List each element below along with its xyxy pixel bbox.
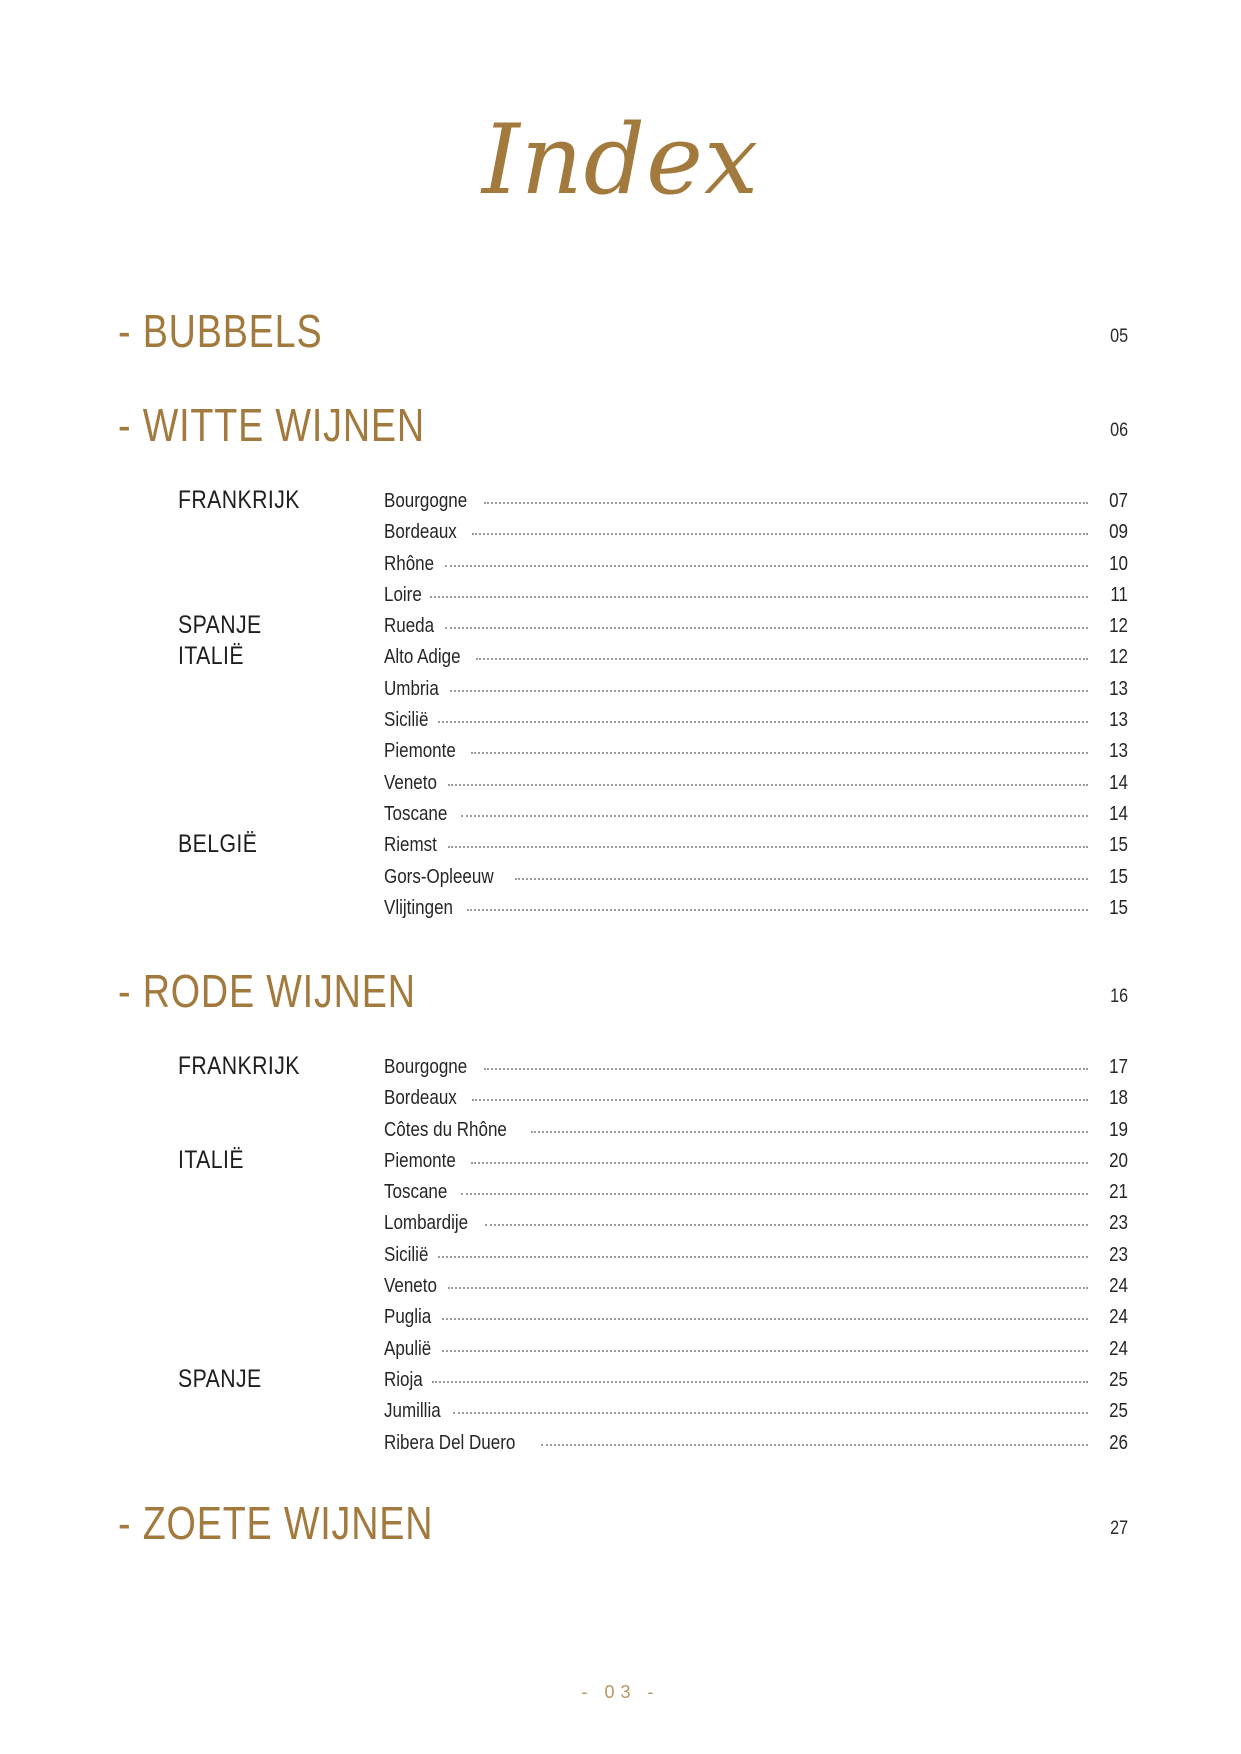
- entry-page-number: 13: [1109, 740, 1128, 763]
- entry-line: [384, 1306, 1128, 1329]
- section-title: [118, 1497, 434, 1549]
- entry-page-number: 17: [1109, 1056, 1128, 1078]
- dot-leader: [461, 1193, 1089, 1195]
- section: [118, 399, 1128, 928]
- region-label: Lombardije: [384, 1212, 469, 1235]
- entry-line: [384, 803, 1128, 826]
- region-label: Umbria: [384, 677, 439, 700]
- list-item[interactable]: [118, 611, 1128, 646]
- entry-page-number: 21: [1109, 1181, 1128, 1204]
- dot-leader: [448, 1287, 1088, 1289]
- region-label: Alto Adige: [384, 646, 461, 669]
- list-item[interactable]: [118, 772, 1128, 803]
- section-header[interactable]: [118, 1497, 1128, 1560]
- list-item[interactable]: [118, 1087, 1128, 1118]
- section-name: RODE WIJNEN: [142, 965, 416, 1017]
- entry-list: [118, 486, 1128, 928]
- entry-page-number: 23: [1109, 1243, 1128, 1266]
- region-label: Apulië: [384, 1337, 432, 1360]
- list-item[interactable]: [118, 1275, 1128, 1306]
- list-item[interactable]: [118, 521, 1128, 552]
- dot-leader: [531, 1131, 1088, 1133]
- list-item[interactable]: [118, 740, 1128, 771]
- list-item[interactable]: [118, 1181, 1128, 1212]
- entry-page-number: 14: [1109, 771, 1128, 794]
- entry-line: [384, 740, 1128, 763]
- list-item[interactable]: [118, 709, 1128, 740]
- region-label: Vlijtingen: [384, 896, 453, 919]
- entry-line: [384, 646, 1128, 669]
- entry-page-number: 07: [1109, 490, 1128, 512]
- dot-leader: [438, 1256, 1088, 1258]
- dot-leader: [461, 815, 1089, 817]
- section: [118, 965, 1128, 1463]
- country-label: FRANKRIJK: [178, 1052, 300, 1080]
- entry-line: [384, 1119, 1128, 1142]
- section-page-number: 06: [1110, 420, 1128, 441]
- section: [118, 305, 1128, 368]
- dot-leader: [453, 1412, 1088, 1414]
- entry-page-number: 12: [1109, 646, 1128, 669]
- list-item[interactable]: [118, 584, 1128, 615]
- section-name: BUBBELS: [142, 305, 323, 357]
- region-label: Toscane: [384, 1181, 448, 1204]
- dot-leader: [445, 565, 1088, 567]
- section-name: ZOETE WIJNEN: [142, 1497, 434, 1549]
- country-label: ITALIË: [178, 1145, 244, 1174]
- list-item[interactable]: [118, 897, 1128, 928]
- entry-page-number: 18: [1109, 1087, 1128, 1110]
- region-label: Riemst: [384, 834, 437, 857]
- entry-line: [384, 709, 1128, 732]
- region-label: Bordeaux: [384, 1087, 457, 1110]
- entry-page-number: 13: [1109, 709, 1128, 732]
- entry-page-number: 10: [1109, 552, 1128, 575]
- list-item[interactable]: [118, 1364, 1128, 1400]
- dot-leader: [442, 1350, 1088, 1352]
- dot-leader: [448, 784, 1088, 786]
- region-label: Puglia: [384, 1306, 432, 1329]
- country-label: SPANJE: [178, 1364, 262, 1393]
- region-label: Gors-Opleeuw: [384, 865, 494, 888]
- entry-page-number: 15: [1109, 896, 1128, 919]
- country-label: SPANJE: [178, 611, 262, 640]
- entry-line: [384, 1212, 1128, 1235]
- section-title: [118, 965, 416, 1017]
- entry-line: [384, 490, 1128, 513]
- entry-line: [384, 678, 1128, 701]
- list-item[interactable]: [118, 486, 1128, 521]
- dot-leader: [484, 502, 1088, 504]
- entry-line: [384, 1056, 1128, 1079]
- entry-page-number: 15: [1109, 834, 1128, 857]
- list-item[interactable]: [118, 803, 1128, 834]
- entry-page-number: 24: [1109, 1275, 1128, 1298]
- region-label: Bordeaux: [384, 521, 457, 544]
- country-label: BELGIË: [178, 830, 258, 859]
- dot-leader: [485, 1224, 1088, 1226]
- list-item[interactable]: [118, 1338, 1128, 1369]
- entry-page-number: 11: [1110, 583, 1128, 606]
- list-item[interactable]: [118, 830, 1128, 865]
- entry-page-number: 26: [1109, 1431, 1128, 1454]
- entry-page-number: 24: [1109, 1306, 1128, 1329]
- region-label: Rhône: [384, 552, 435, 575]
- entry-line: [384, 1181, 1128, 1204]
- section-dash: -: [118, 399, 132, 451]
- section-dash: -: [118, 965, 132, 1017]
- entry-line: [384, 866, 1128, 889]
- region-label: Sicilië: [384, 1243, 429, 1266]
- entry-line: [384, 1150, 1128, 1173]
- entry-line: [384, 615, 1128, 638]
- list-item[interactable]: [118, 1052, 1128, 1087]
- list-item[interactable]: [118, 1145, 1128, 1181]
- list-item[interactable]: [118, 1432, 1128, 1463]
- section-header[interactable]: [118, 305, 1128, 368]
- section: [118, 1497, 1128, 1560]
- entry-page-number: 13: [1109, 677, 1128, 700]
- entry-line: [384, 1087, 1128, 1110]
- entry-line: [384, 772, 1128, 795]
- region-label: Loire: [384, 583, 422, 606]
- dot-leader: [472, 533, 1088, 535]
- section-page-number: 16: [1110, 986, 1128, 1007]
- region-label: Piemonte: [384, 740, 456, 763]
- entry-line: [384, 1432, 1128, 1455]
- dot-leader: [438, 721, 1088, 723]
- dot-leader: [448, 846, 1088, 848]
- region-label: Piemonte: [384, 1149, 456, 1172]
- list-item[interactable]: [118, 1244, 1128, 1275]
- page-title: Index: [481, 104, 760, 216]
- dot-leader: [430, 596, 1088, 598]
- region-label: Jumillia: [384, 1400, 441, 1423]
- section-title: [118, 399, 425, 451]
- entry-page-number: 12: [1109, 615, 1128, 638]
- entry-page-number: 09: [1109, 521, 1128, 544]
- dot-leader: [476, 658, 1088, 660]
- entry-line: [384, 1369, 1128, 1392]
- entry-line: [384, 1244, 1128, 1267]
- region-label: Côtes du Rhône: [384, 1118, 507, 1141]
- list-item[interactable]: [118, 1212, 1128, 1243]
- entry-list: [118, 1052, 1128, 1463]
- list-item[interactable]: [118, 1119, 1128, 1150]
- dot-leader: [541, 1444, 1088, 1446]
- country-label: ITALIË: [178, 642, 244, 671]
- dot-leader: [484, 1068, 1088, 1070]
- entry-page-number: 14: [1109, 802, 1128, 825]
- section-page-number: 27: [1110, 1518, 1128, 1539]
- section-name: WITTE WIJNEN: [142, 399, 425, 451]
- list-item[interactable]: [118, 678, 1128, 709]
- dot-leader: [467, 909, 1088, 911]
- list-item[interactable]: [118, 1306, 1128, 1337]
- dot-leader: [472, 1099, 1088, 1101]
- region-label: Toscane: [384, 802, 448, 825]
- dot-leader: [432, 1381, 1088, 1383]
- dot-leader: [471, 752, 1089, 754]
- entry-page-number: 24: [1109, 1337, 1128, 1360]
- region-label: Sicilië: [384, 709, 429, 732]
- list-item[interactable]: [118, 553, 1128, 584]
- section-header[interactable]: [118, 399, 1128, 462]
- entry-line: [384, 834, 1128, 857]
- entry-line: [384, 584, 1128, 607]
- dot-leader: [445, 627, 1088, 629]
- entry-page-number: 25: [1109, 1400, 1128, 1423]
- dot-leader: [471, 1162, 1089, 1164]
- entry-page-number: 20: [1109, 1149, 1128, 1172]
- region-label: Veneto: [384, 1275, 437, 1298]
- entry-line: [384, 521, 1128, 544]
- region-label: Rueda: [384, 615, 435, 638]
- region-label: Veneto: [384, 771, 437, 794]
- section-dash: -: [118, 1497, 132, 1549]
- section-header[interactable]: [118, 965, 1128, 1028]
- section-dash: -: [118, 305, 132, 357]
- section-title: [118, 305, 323, 357]
- region-label: Bourgogne: [384, 490, 468, 512]
- entry-line: [384, 1400, 1128, 1423]
- region-label: Bourgogne: [384, 1056, 468, 1078]
- entry-line: [384, 553, 1128, 576]
- region-label: Ribera Del Duero: [384, 1431, 516, 1454]
- entry-page-number: 23: [1109, 1212, 1128, 1235]
- country-label: FRANKRIJK: [178, 486, 300, 514]
- entry-page-number: 15: [1109, 865, 1128, 888]
- dot-leader: [515, 878, 1088, 880]
- entry-line: [384, 1338, 1128, 1361]
- entry-line: [384, 897, 1128, 920]
- section-page-number: 05: [1110, 326, 1128, 347]
- list-item[interactable]: [118, 642, 1128, 677]
- region-label: Rioja: [384, 1368, 423, 1391]
- entry-page-number: 25: [1109, 1368, 1128, 1391]
- entry-page-number: 19: [1109, 1118, 1128, 1141]
- entry-line: [384, 1275, 1128, 1298]
- dot-leader: [450, 690, 1088, 692]
- list-item[interactable]: [118, 866, 1128, 897]
- page-number-footer: - 03 -: [581, 1682, 660, 1702]
- list-item[interactable]: [118, 1400, 1128, 1431]
- dot-leader: [442, 1318, 1088, 1320]
